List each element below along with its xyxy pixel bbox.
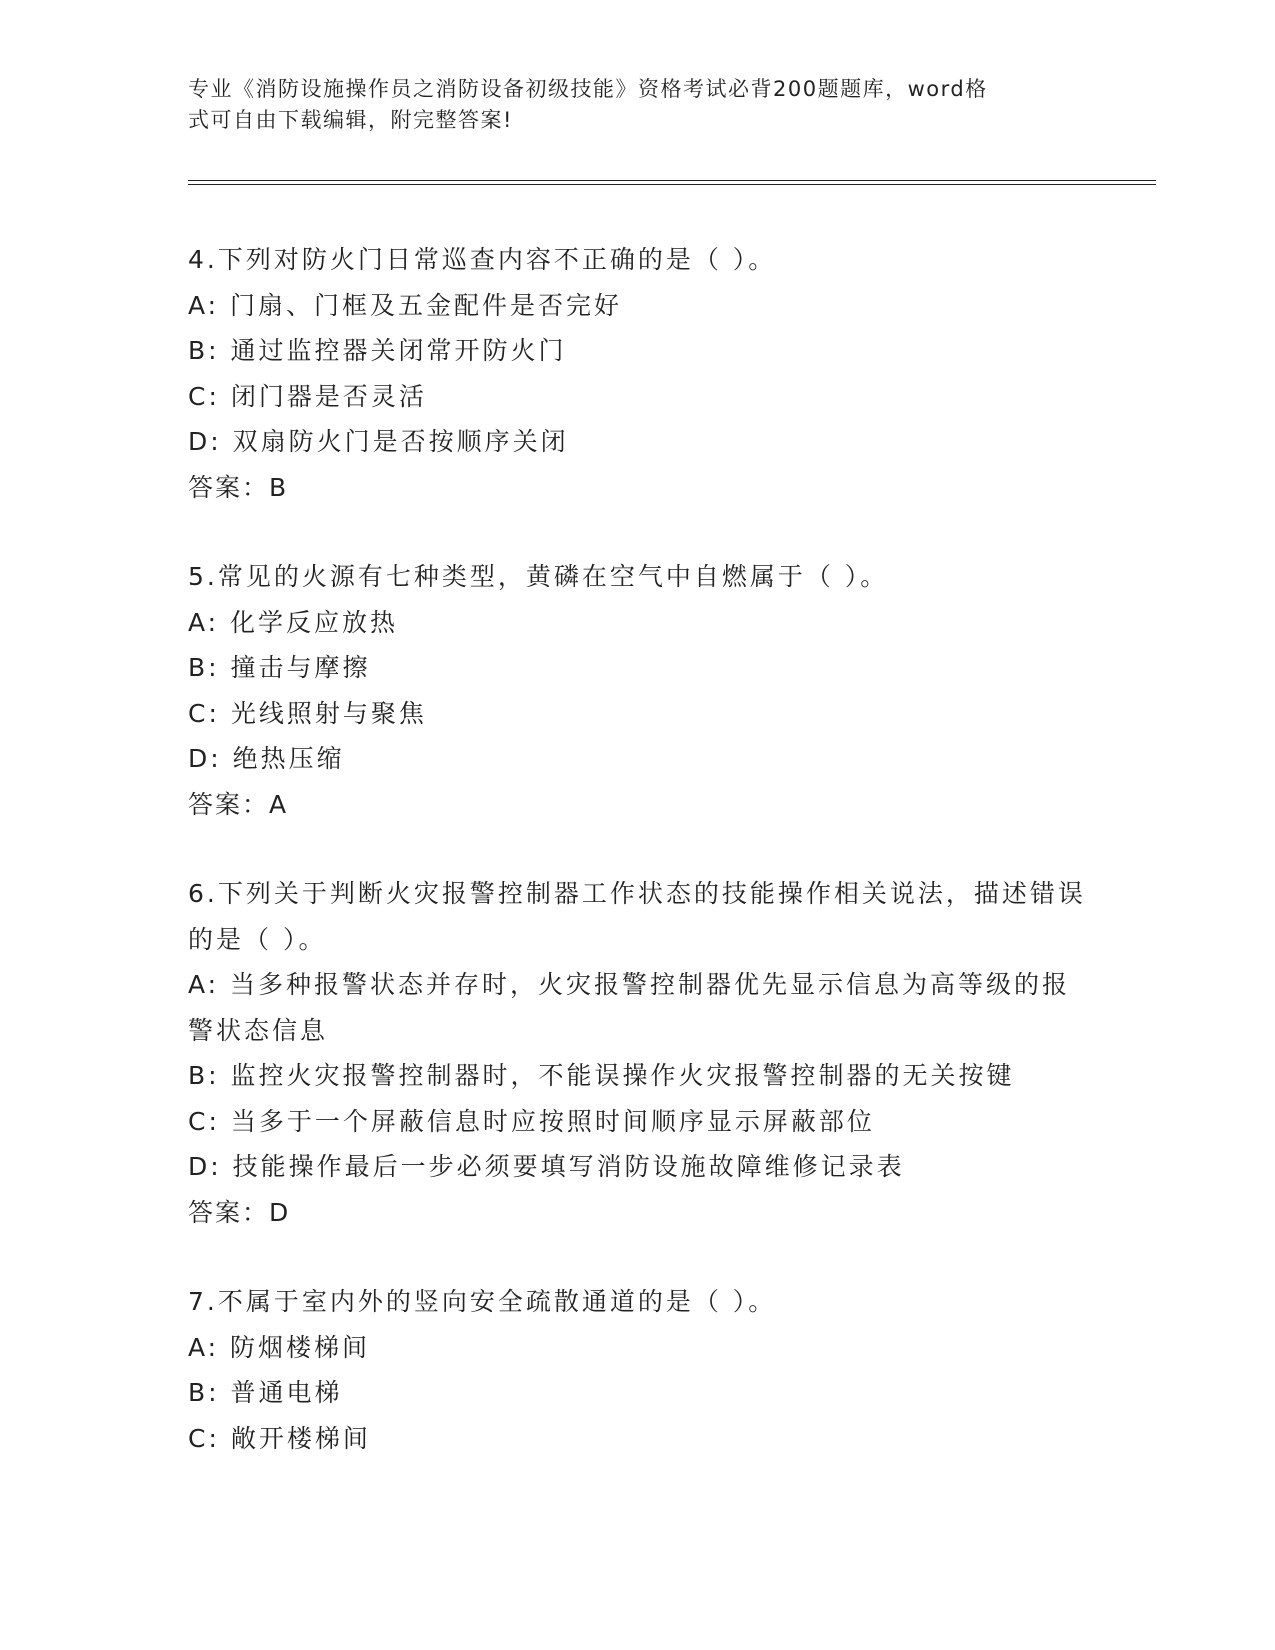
question-list: [188, 237, 1088, 1505]
question-4: [188, 237, 1088, 510]
option-b: B: 普通电梯: [188, 1378, 343, 1407]
option-b: B: 撞击与摩擦: [188, 653, 371, 682]
question-7: [188, 1279, 1088, 1461]
option-d: D: 双扇防火门是否按顺序关闭: [188, 427, 569, 456]
option-a: A: 门扇、门框及五金配件是否完好: [188, 290, 623, 320]
option-b: B: 监控火灾报警控制器时，不能误操作火灾报警控制器的无关按键: [188, 1061, 1015, 1090]
header-line-1: 专业《消防设施操作员之消防设备初级技能》资格考试必背200题题库，word格: [188, 77, 988, 101]
question-stem: 6.下列关于判断火灾报警控制器工作状态的技能操作相关说法，描述错误的是（ ）。: [188, 879, 1086, 954]
option-c: C: 敞开楼梯间: [188, 1423, 371, 1453]
header-divider-top: [188, 180, 1156, 181]
answer: 答案：A: [188, 789, 289, 819]
option-a: A: 当多种报警状态并存时，火灾报警控制器优先显示信息为高等级的报警状态信息: [188, 970, 1071, 1045]
question-stem: 5.常见的火源有七种类型，黄磷在空气中自燃属于（ ）。: [188, 562, 889, 591]
option-c: C: 闭门器是否灵活: [188, 381, 427, 411]
answer: 答案：D: [188, 1197, 291, 1227]
question-stem: 4.下列对防火门日常巡查内容不正确的是（ ）。: [188, 245, 777, 274]
option-d: D: 绝热压缩: [188, 744, 345, 773]
option-c: C: 光线照射与聚焦: [188, 698, 427, 728]
option-a: A: 防烟楼梯间: [188, 1332, 371, 1362]
document-header: [188, 74, 1088, 136]
question-stem: 7.不属于室内外的竖向安全疏散通道的是（ ）。: [188, 1287, 777, 1316]
option-a: A: 化学反应放热: [188, 607, 399, 637]
question-6: [188, 871, 1088, 1235]
question-5: [188, 554, 1088, 827]
answer: 答案：B: [188, 472, 289, 502]
option-c: C: 当多于一个屏蔽信息时应按照时间顺序显示屏蔽部位: [188, 1106, 875, 1136]
header-divider-bottom: [188, 184, 1156, 185]
option-b: B: 通过监控器关闭常开防火门: [188, 336, 567, 365]
option-d: D: 技能操作最后一步必须要填写消防设施故障维修记录表: [188, 1152, 905, 1181]
header-line-2: 式可自由下载编辑，附完整答案!: [188, 108, 513, 132]
